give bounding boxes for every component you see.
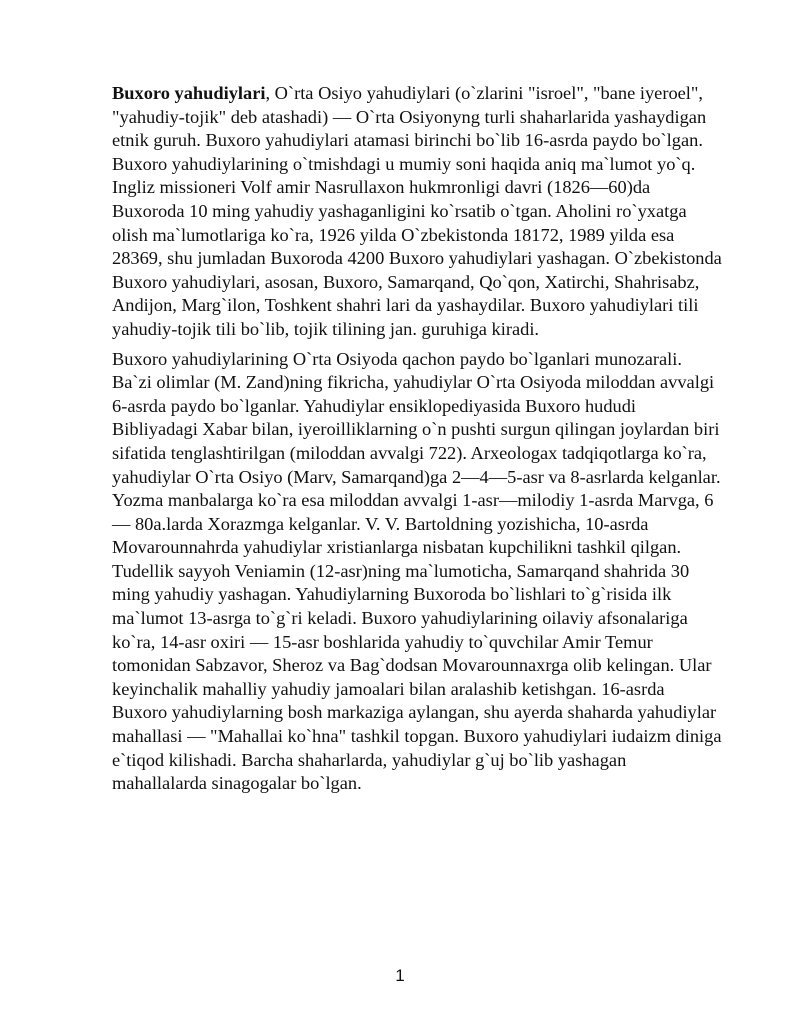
article-term: Buxoro yahudiylari xyxy=(112,83,266,103)
paragraph-history: Buxoro yahudiylarining O`rta Osiyoda qachon paydo bo`lganlari munozarali. Ba`zi olimlar (M. Zand)ning fikricha, yahudiylar O`rta Osiyoda miloddan avvalgi 6-asrda paydo bo`lganlar. Yahudiylar ensiklopediyasida Buxoro hududi Bibliyadagi Xabar bilan, iyeroilliklarning o`n pushti surgun qilingan joylardan biri sifatida tenglashtirilgan (miloddan avvalgi 722). Arxeologax tadqiqotlarga ko`ra, yahudiylar O`rta Osiyo (Marv, Samarqand)ga 2—4—5-asr va 8-asrlarda kelganlar. Yozma manbalarga ko`ra esa miloddan avvalgi 1-asr—milodiy 1-asrda Marvga, 6— 80a.larda Xorazmga kelganlar. V. V. Bartoldning yozishicha, 10-asrda Movarounnahrda yahudiylar xristianlarga nisbatan kupchilikni tashkil qilgan. Tudellik sayyoh Veniamin (12-asr)ning ma`lumoticha, Samarqand shahrida 30 ming yahudiy yashagan. Yahudiylarning Buxoroda bo`lishlari to`g`risida ilk ma`lumot 13-asrga to`g`ri keladi. Buxoro yahudiylarining oilaviy afsonalariga ko`ra, 14-asr oxiri — 15-asr boshlarida yahudiy to`quvchilar Amir Temur tomonidan Sabzavor, Sheroz va Bag`dodsan Movarounnaxrga olib kelingan. Ular keyinchalik mahalliy yahudiy jamoalari bilan aralashib ketishgan. 16-asrda Buxoro yahudiylarning bosh markaziga aylangan, shu ayerda shaharda yahudiylar mahallasi — "Mahallai ko`hna" tashkil topgan. Buxoro yahudiylari iudaizm diniga e`tiqod kilishadi. Barcha shaharlarda, yahudiylar g`uj bo`lib yashagan mahallalarda sinagogalar bo`lgan. xyxy=(112,348,722,794)
paragraph-intro-text: , O`rta Osiyo yahudiylari (o`zlarini "isroel", "bane iyeroel", "yahudiy-tojik" deb atashadi) — O`rta Osiyonyng turli shaharlarida yashaydigan etnik guruh. Buxoro yahudiylari atamasi birinchi bo`lib 16-asrda paydo bo`lgan. Buxoro yahudiylarining o`tmishdagi u mumiy soni haqida aniq ma`lumot yo`q. Ingliz missioneri Volf amir Nasrullaxon hukmronligi davri (1826—60)da Buxoroda 10 ming yahudiy yashaganligini ko`rsatib o`tgan. Aholini ro`yxatga olish ma`lumotlariga ko`ra, 1926 yilda O`zbekistonda 18172, 1989 yilda esa 28369, shu jumladan Buxoroda 4200 Buxoro yahudiylari yashagan. O`zbekistonda Buxoro yahudiylari, asosan, Buxoro, Samarqand, Qo`qon, Xatirchi, Shahrisabz, Andijon, Marg`ilon, Toshkent shahri lari da yashaydilar. Buxoro yahudiylari tili yahudiy-tojik tili bo`lib, tojik tilining jan. guruhiga kiradi. xyxy=(112,83,722,339)
document-page xyxy=(112,82,724,796)
page-number: 1 xyxy=(395,966,405,985)
paragraph-intro xyxy=(112,82,724,342)
